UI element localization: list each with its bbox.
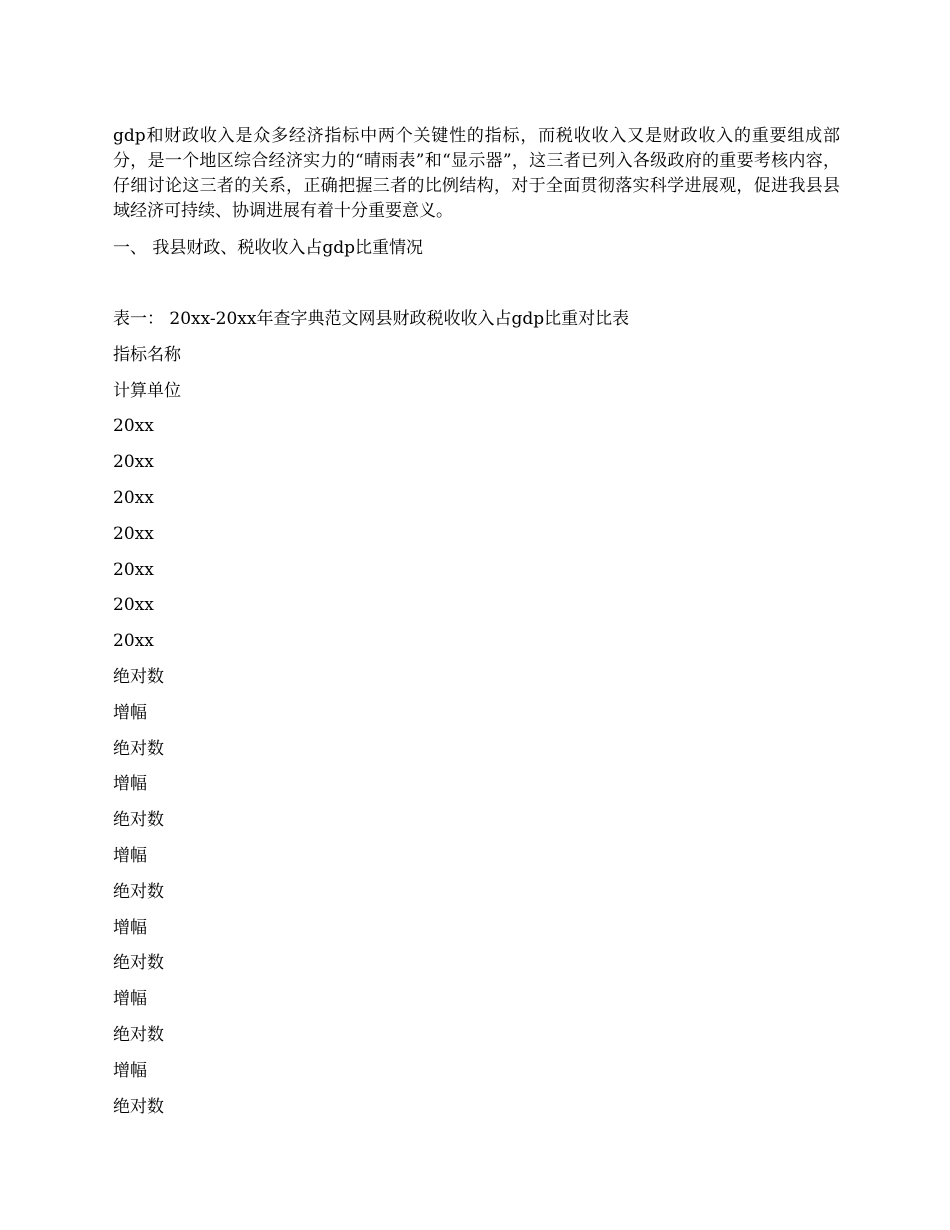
table-cell: 20xx <box>113 559 154 580</box>
table-cell: 20xx <box>113 523 154 544</box>
table-cell: 增幅 <box>113 917 147 938</box>
document-body <box>113 124 840 1120</box>
table-cell: 增幅 <box>113 1060 147 1081</box>
table-cell: 增幅 <box>113 989 147 1010</box>
table-cell: 计算单位 <box>113 380 181 401</box>
section-heading: 一、 我县财政、税收收入占gdp比重情况 <box>113 238 424 258</box>
table-cell: 绝对数 <box>113 881 164 902</box>
table-cell-list <box>113 343 840 1120</box>
table-caption: 表一： 20xx-20xx年查字典范文网县财政税收收入占gdp比重对比表 <box>113 309 630 329</box>
table-cell: 增幅 <box>113 774 147 795</box>
table-cell: 20xx <box>113 416 154 437</box>
table-cell: 绝对数 <box>113 738 164 759</box>
table-cell: 增幅 <box>113 845 147 866</box>
table-cell: 绝对数 <box>113 953 164 974</box>
table-cell: 20xx <box>113 452 154 473</box>
table-cell: 20xx <box>113 631 154 652</box>
table-cell: 指标名称 <box>113 344 181 365</box>
table-cell: 绝对数 <box>113 666 164 687</box>
table-cell: 绝对数 <box>113 1096 164 1117</box>
table-cell: 20xx <box>113 595 154 616</box>
table-cell: 绝对数 <box>113 1024 164 1045</box>
table-cell: 增幅 <box>113 702 147 723</box>
table-cell: 20xx <box>113 487 154 508</box>
intro-paragraph: gdp和财政收入是众多经济指标中两个关键性的指标，而税收收入又是财政收入的重要组成部分，是一个地区综合经济实力的“晴雨表”和“显示器”，这三者已列入各级政府的重要考核内容，仔细讨论这三者的关系，正确把握三者的比例结构，对于全面贯彻落实科学进展观，促进我县县域经济可持续、协调进展有着十分重要意义。 <box>113 126 840 221</box>
table-cell: 绝对数 <box>113 810 164 831</box>
